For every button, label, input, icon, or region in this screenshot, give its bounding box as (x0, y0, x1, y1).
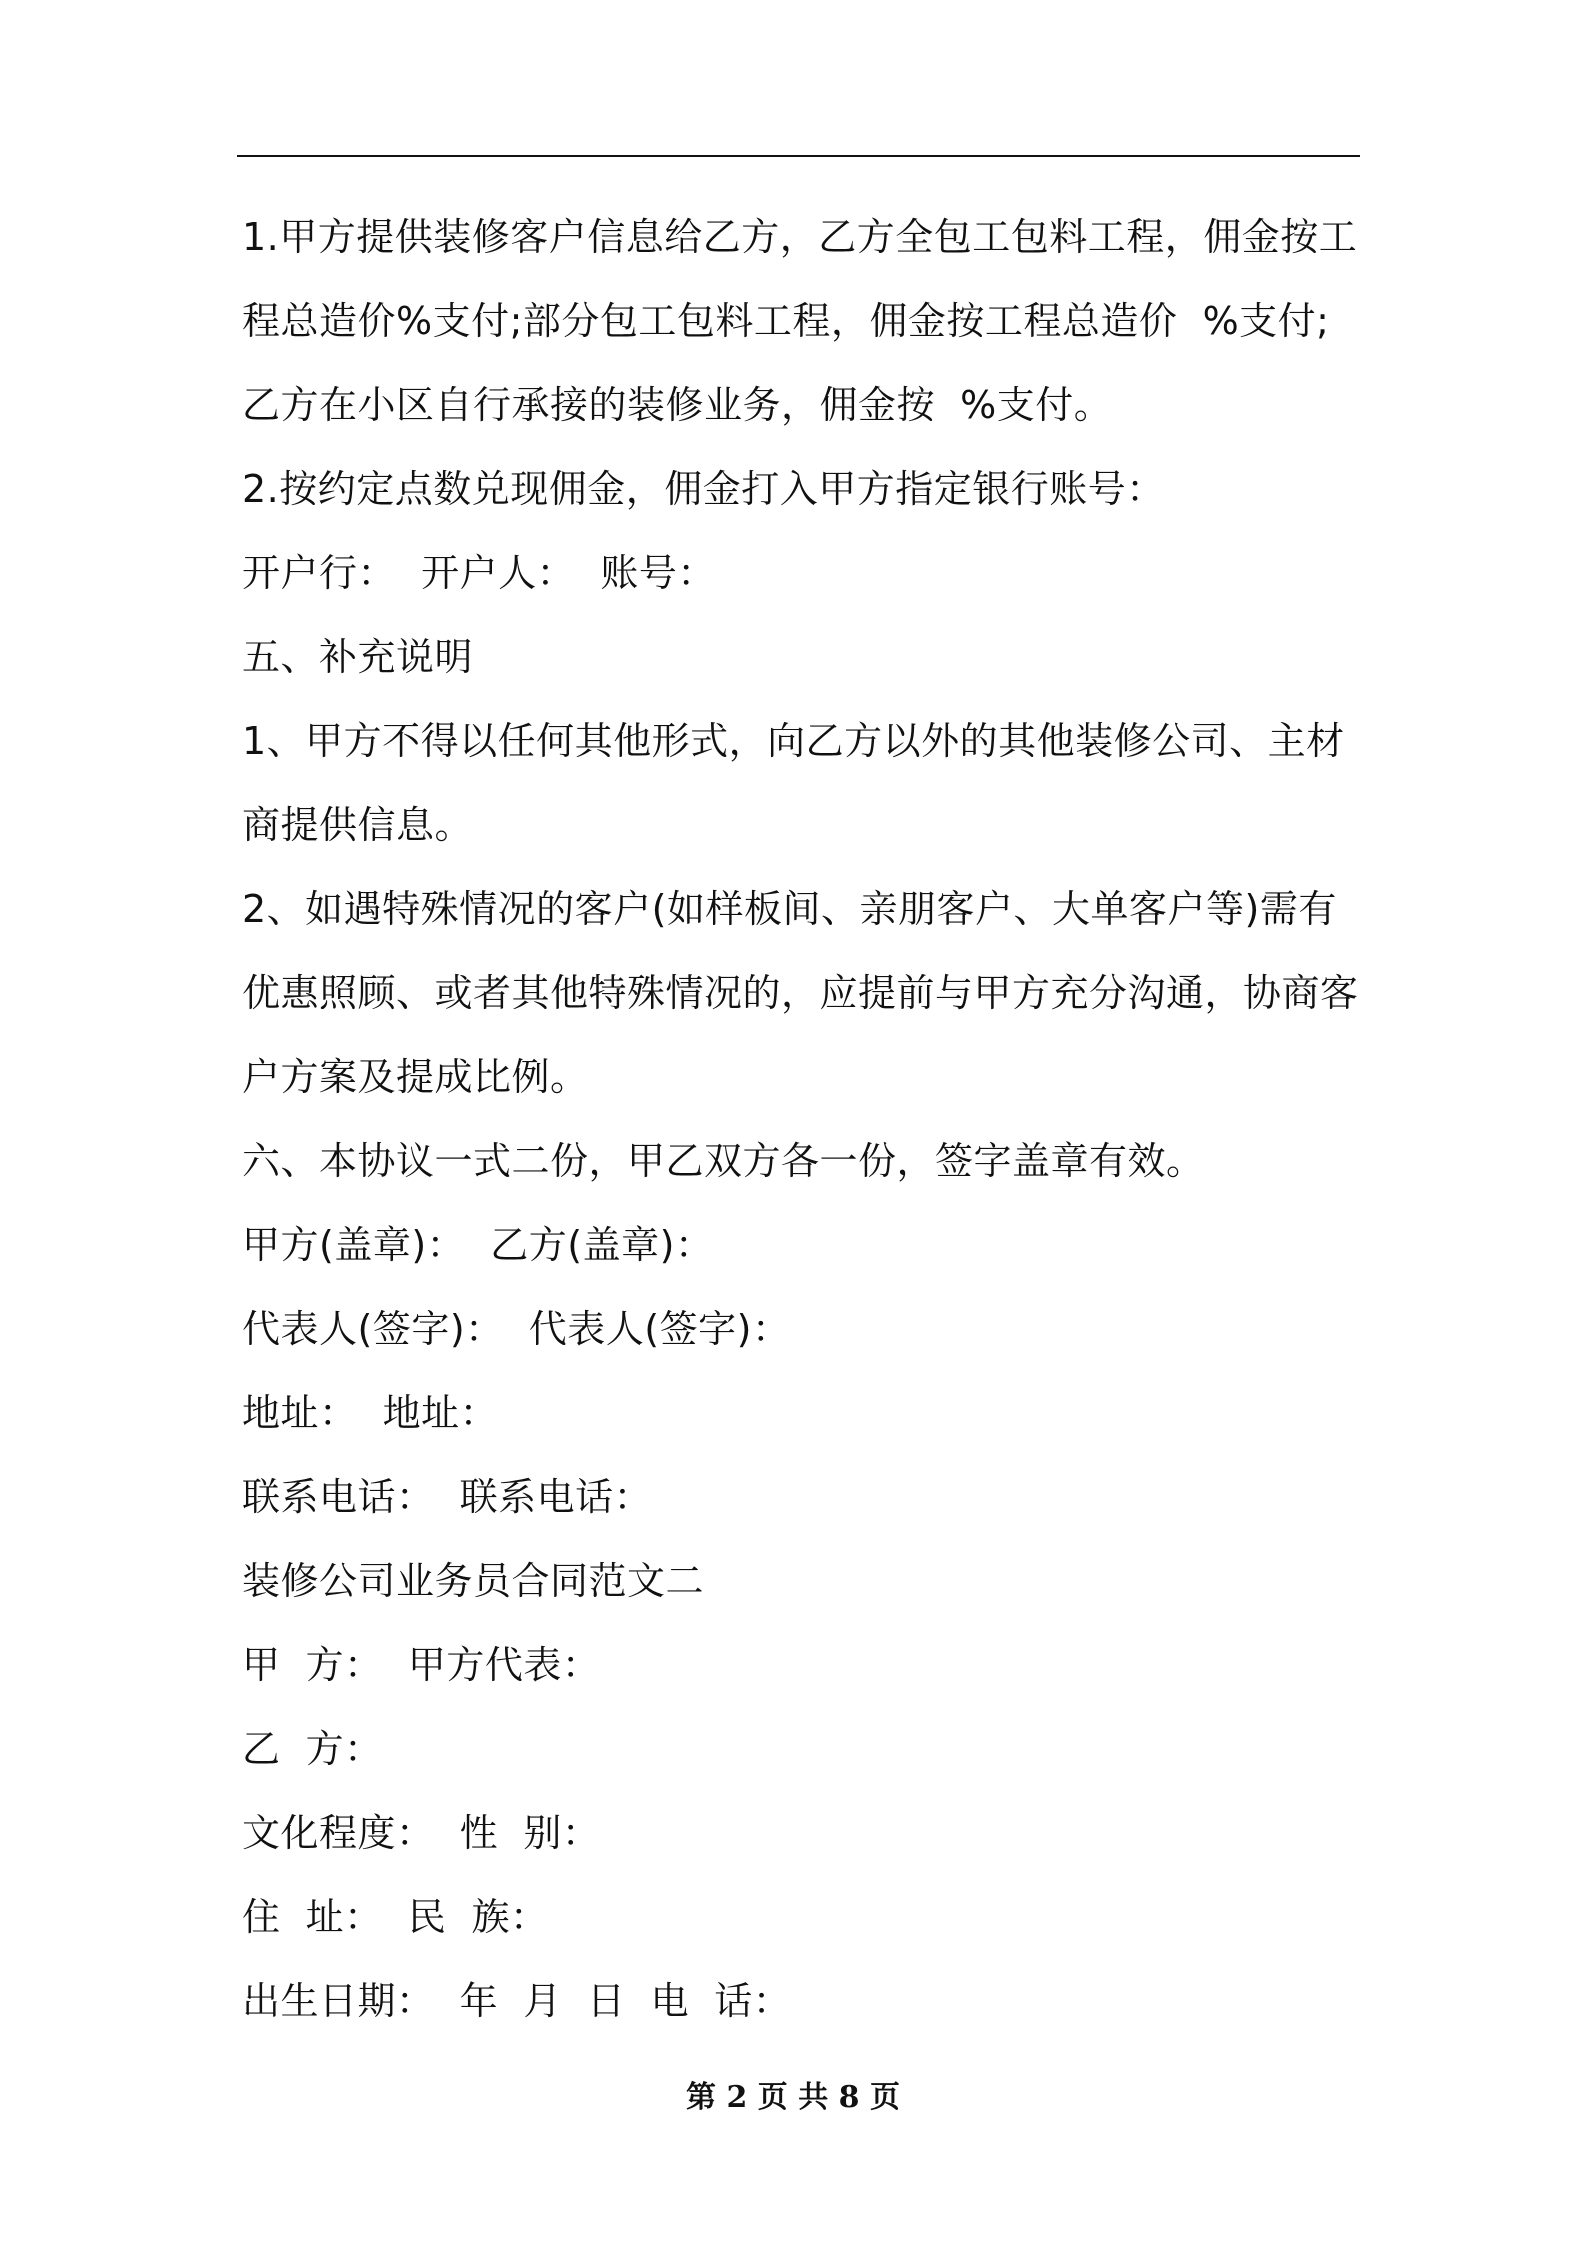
header-rule (237, 155, 1360, 157)
paragraph-supplement-2: 2、如遇特殊情况的客户(如样板间、亲朋客户、大单客户等)需有优惠照顾、或者其他特殊情况的，应提前与甲方充分沟通，协商客户方案及提成比例。 (242, 887, 1359, 1099)
signature-phone-line: 联系电话： 联系电话： (242, 1475, 653, 1519)
paragraph-commission-payment: 2.按约定点数兑现佣金，佣金打入甲方指定银行账号： (242, 467, 1165, 511)
party-a-line: 甲 方： 甲方代表： (242, 1643, 601, 1687)
party-b-line: 乙 方： (242, 1727, 383, 1771)
paragraph-supplement-1: 1、甲方不得以任何其他形式，向乙方以外的其他装修公司、主材商提供信息。 (242, 719, 1345, 847)
paragraph-bank-info: 开户行： 开户人： 账号： (242, 551, 716, 595)
section-heading-supplement: 五、补充说明 (242, 635, 474, 679)
signature-address-line: 地址： 地址： (242, 1391, 499, 1435)
signature-representative-line: 代表人(签字)： 代表人(签字)： (242, 1307, 791, 1351)
birthdate-phone-line: 出生日期： 年 月 日 电 话： (242, 1979, 792, 2023)
contract-two-title: 装修公司业务员合同范文二 (242, 1559, 705, 1603)
education-gender-line: 文化程度： 性 别： (242, 1811, 601, 1855)
paragraph-copies: 六、本协议一式二份，甲乙双方各一份，签字盖章有效。 (242, 1139, 1205, 1183)
document-body (242, 195, 1360, 2043)
address-ethnicity-line: 住 址： 民 族： (242, 1895, 549, 1939)
signature-seal-line: 甲方(盖章)： 乙方(盖章)： (242, 1223, 714, 1267)
paragraph-commission-rates: 1.甲方提供装修客户信息给乙方，乙方全包工包料工程，佣金按工程总造价%支付;部分包工包料工程，佣金按工程总造价 %支付;乙方在小区自行承接的装修业务，佣金按 %支付。 (242, 215, 1358, 427)
page-number-footer: 第 2 页 共 8 页 (686, 2080, 900, 2115)
